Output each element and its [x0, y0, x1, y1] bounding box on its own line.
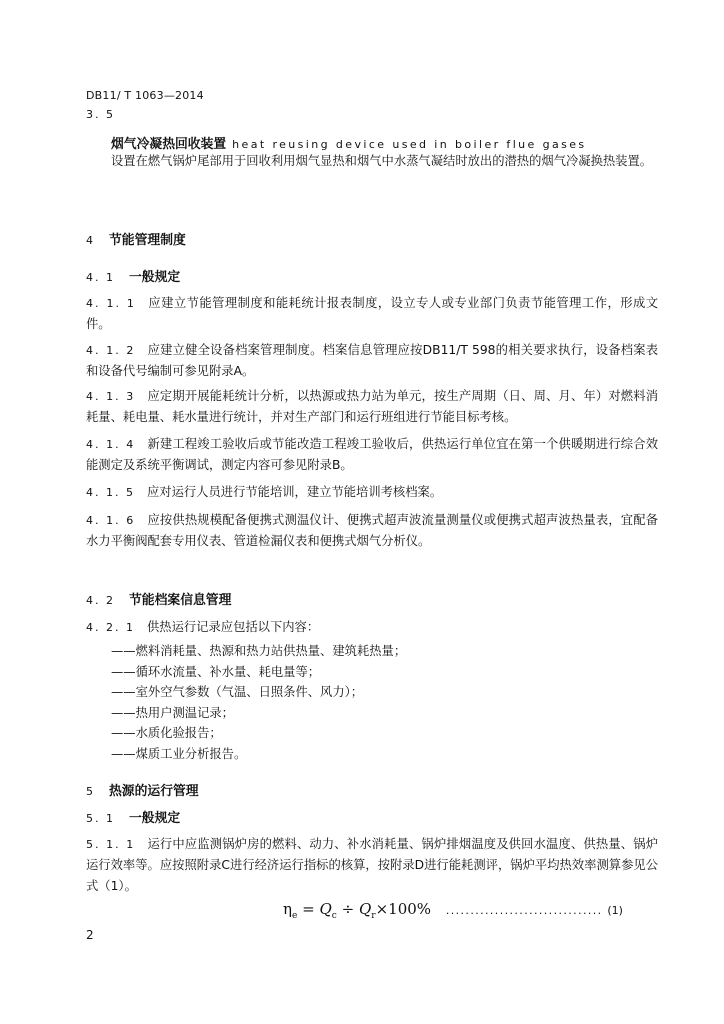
standard-id: DB11/ T 1063—2014: [86, 89, 204, 102]
efficiency-formula: [283, 900, 653, 921]
clause-4-1-6: [86, 510, 658, 552]
clause-4-1-3: [86, 386, 658, 428]
clause-text: 应定期开展能耗统计分析，以热源或热力站为单元，按生产周期（日、周、月、年）对燃料消耗量、耗电量、耗水量进行统计，并对生产部门和运行班组进行节能目标考核。: [86, 389, 658, 424]
formula-eta: η: [283, 900, 292, 918]
clause-4-1-5: [86, 482, 658, 503]
list-item: ——热用户测温记录；: [111, 705, 234, 720]
clause-text: 新建工程竣工验收后或节能改造工程竣工验收后，供热运行单位宜在第一个供暖期进行综合效能测定及系统平衡调试，测定内容可参见附录B。: [86, 437, 658, 472]
clause-text: 应建立节能管理制度和能耗统计报表制度，设立专人或专业部门负责节能管理工作，形成文件。: [86, 296, 658, 331]
clause-number: 4. 1. 4: [86, 438, 136, 451]
section-4-number: 4: [86, 234, 95, 247]
section-4-title: 节能管理制度: [109, 233, 186, 248]
clause-number: 4. 2. 1: [86, 621, 135, 634]
formula-percent: 100%: [388, 900, 432, 918]
clause-text: 供热运行记录应包括以下内容：: [146, 620, 320, 634]
list-item: ——室外空气参数（气温、日照条件、风力）；: [111, 685, 364, 699]
formula-qr-sub: r: [371, 911, 376, 921]
section-4-heading: [86, 229, 186, 248]
term-number: 3. 5: [86, 108, 115, 121]
formula-qc-sub: c: [331, 911, 337, 921]
section-5-heading: [86, 780, 199, 799]
clause-text: 应建立健全设备档案管理制度。档案信息管理应按DB11/T 598的相关要求执行，设备档案表和设备代号编制可参见附录A。: [86, 343, 659, 378]
subsection-4-1-title: 一般规定: [129, 270, 181, 285]
formula-eta-sub: e: [292, 911, 298, 921]
clause-number: 4. 1. 3: [86, 390, 136, 403]
clause-number: 4. 1. 1: [86, 297, 136, 310]
clause-5-1-1: [86, 834, 658, 897]
term-name-cn: 烟气冷凝热回收装置: [111, 137, 227, 152]
clause-number: 4. 1. 6: [86, 514, 136, 527]
clause-number: 4. 1. 5: [86, 486, 135, 499]
section-5-number: 5: [86, 785, 95, 798]
list-item: ——循环水流量、补水量、耗电量等；: [111, 664, 321, 679]
clause-text: 运行中应监测锅炉房的燃料、动力、补水消耗量、锅炉排烟温度及供回水温度、供热量、锅炉运行效率等。应按照附录C进行经济运行指标的核算，按附录D进行能耗测评，锅炉平均热效率测算参见公式（1）。: [86, 837, 658, 893]
subsection-5-1-heading: [86, 807, 180, 826]
term-definition: 设置在燃气锅炉尾部用于回收利用烟气显热和烟气中水蒸气凝结时放出的潜热的烟气冷凝换热装置。: [111, 154, 653, 168]
subsection-4-2-heading: [86, 589, 231, 608]
formula-qr: Q: [358, 900, 372, 918]
subsection-4-2-number: 4. 2: [86, 594, 115, 607]
subsection-4-1-number: 4. 1: [86, 271, 115, 284]
subsection-4-2-title: 节能档案信息管理: [129, 593, 232, 608]
clause-4-1-4: [86, 434, 658, 476]
term-name-en: heat reusing device used in boiler flue gases: [232, 138, 587, 151]
clause-number: 4. 1. 2: [86, 344, 136, 357]
page-number: 2: [86, 928, 94, 942]
subsection-4-1-heading: [86, 266, 180, 285]
list-item: ——燃料消耗量、热源和热力站供热量、建筑耗热量；: [111, 644, 407, 658]
clause-4-2-1: [86, 617, 319, 635]
section-5-title: 热源的运行管理: [109, 784, 199, 799]
formula-equals: =: [302, 900, 315, 918]
clause-4-1-2: [86, 340, 658, 382]
record-list: [111, 641, 406, 764]
subsection-5-1-title: 一般规定: [129, 811, 181, 826]
term-heading: [111, 133, 587, 152]
list-item: ——水质化验报告；: [111, 726, 222, 740]
formula-qc: Q: [319, 900, 332, 918]
clause-text: 应对运行人员进行节能培训，建立节能培训考核档案。: [146, 485, 443, 499]
list-item: ——煤质工业分析报告。: [111, 746, 247, 761]
clause-number: 5. 1. 1: [86, 838, 136, 851]
clause-text: 应按供热规模配备便携式测温仪计、便携式超声波流量测量仪或便携式超声波热量表，宜配备水力平衡阀配套专用仪表、管道检漏仪表和便携式烟气分析仪。: [86, 513, 658, 548]
formula-equation-number: (1): [607, 904, 623, 917]
subsection-5-1-number: 5. 1: [86, 812, 115, 825]
formula-times: ×: [375, 900, 389, 918]
clause-4-1-1: [86, 293, 658, 335]
formula-divide: ÷: [341, 900, 355, 918]
formula-leader-dots: ................................: [445, 904, 603, 917]
